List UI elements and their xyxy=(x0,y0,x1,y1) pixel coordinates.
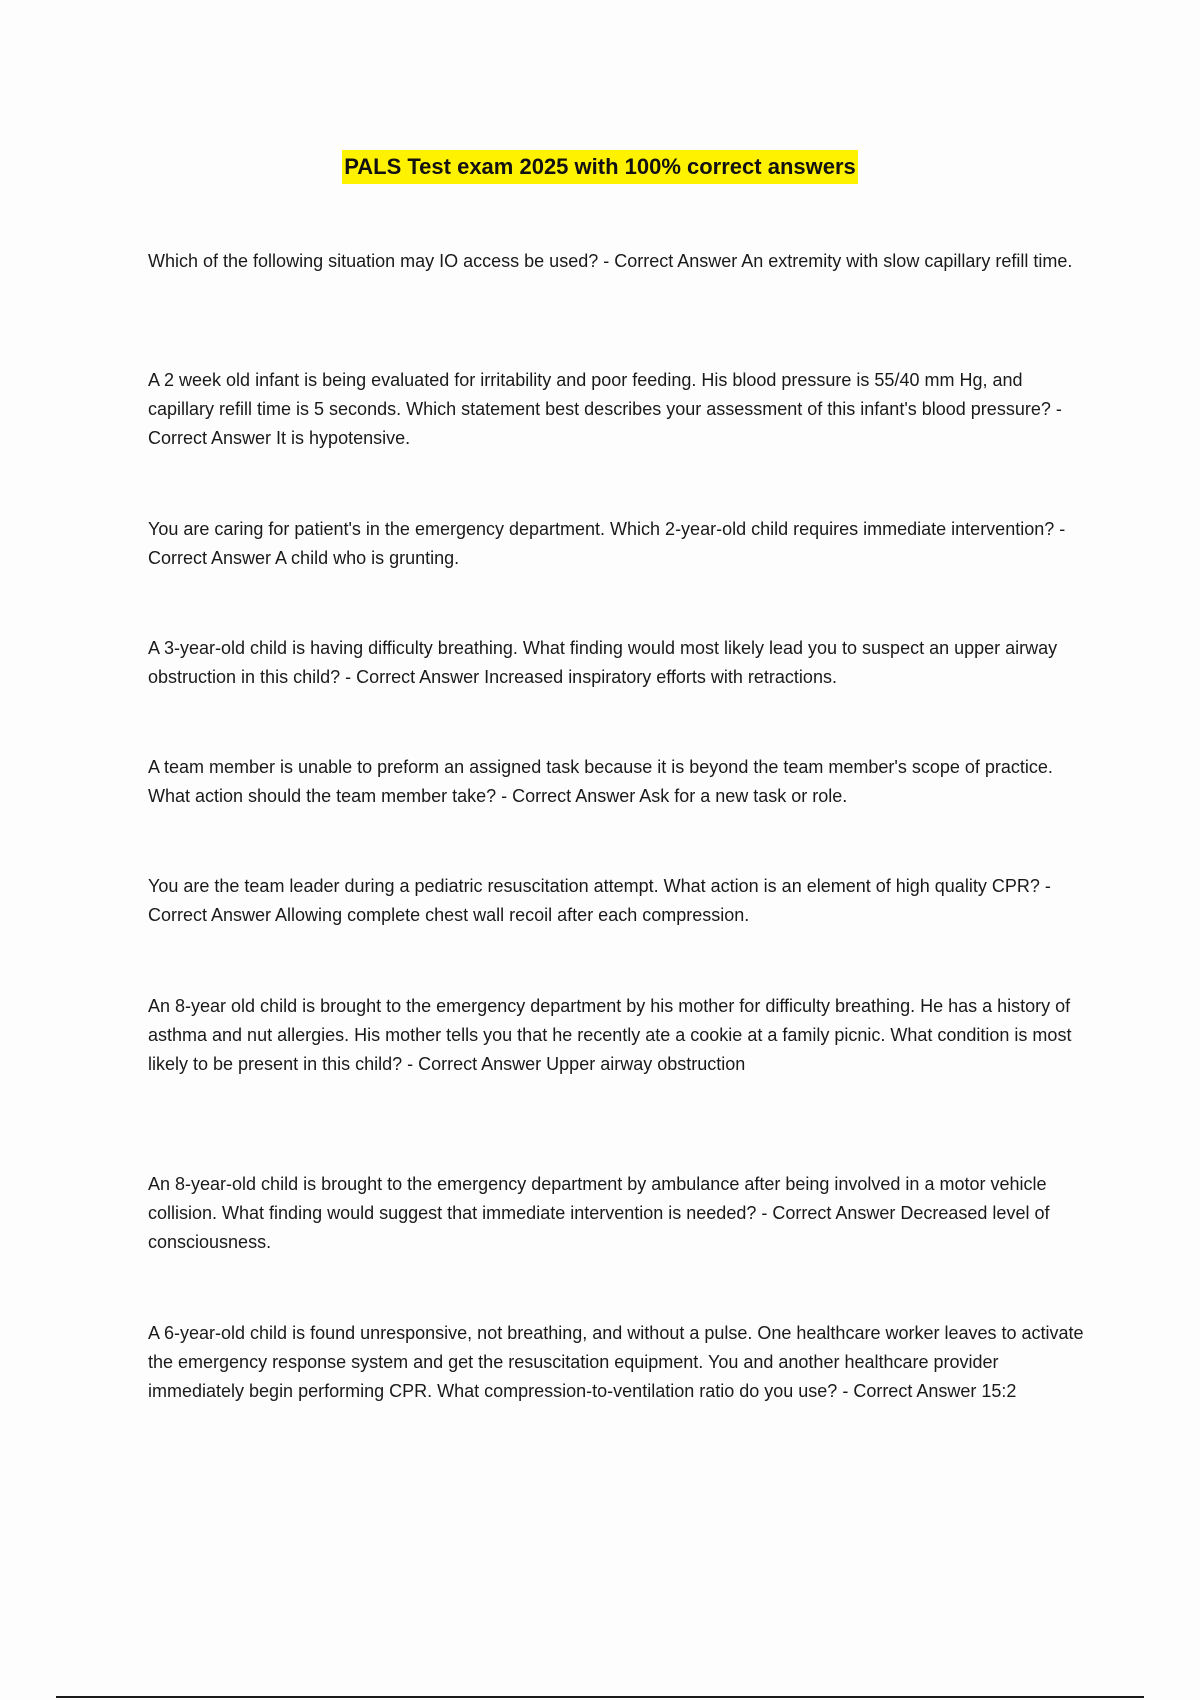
qa-item-7: An 8-year old child is brought to the emergency department by his mother for difficulty breathing. He has a history of asthma and nut allergies. His mother tells you that he recently ate a cookie at a family picnic. What condition is most likely to be present in this child? - Correct Answer Upper airway obstruction xyxy=(148,996,1072,1074)
qa-item-5: A team member is unable to preform an assigned task because it is beyond the team member's scope of practice. What action should the team member take? - Correct Answer Ask for a new task or role. xyxy=(148,757,1053,806)
qa-item-6: You are the team leader during a pediatric resuscitation attempt. What action is an element of high quality CPR? - Correct Answer Allowing complete chest wall recoil after each compression. xyxy=(148,876,1051,925)
title-container xyxy=(0,150,1200,184)
qa-item-8: An 8-year-old child is brought to the emergency department by ambulance after being involved in a motor vehicle collision. What finding would suggest that immediate intervention is needed? - Correct Answer Decreased level of consciousness. xyxy=(148,1174,1050,1252)
qa-item-4: A 3-year-old child is having difficulty breathing. What finding would most likely lead you to suspect an upper airway obstruction in this child? - Correct Answer Increased inspiratory efforts with retractions. xyxy=(148,638,1058,687)
qa-item-2: A 2 week old infant is being evaluated for irritability and poor feeding. His blood pressure is 55/40 mm Hg, and capillary refill time is 5 seconds. Which statement best describes your assessment of this infant's blood pressure? - Correct Answer It is hypotensive. xyxy=(148,370,1062,448)
qa-item-9: A 6-year-old child is found unresponsive, not breathing, and without a pulse. One healthcare worker leaves to activate the emergency response system and get the resuscitation equipment. You and another healthcare provider immediately begin performing CPR. What compression-to-ventilation ratio do you use? - Correct Answer 15:2 xyxy=(148,1323,1084,1401)
bottom-divider xyxy=(56,1696,1144,1698)
qa-item-3: You are caring for patient's in the emergency department. Which 2-year-old child requires immediate intervention? - Correct Answer A child who is grunting. xyxy=(148,519,1066,568)
document-title: PALS Test exam 2025 with 100% correct answers xyxy=(342,150,858,184)
qa-item-1: Which of the following situation may IO access be used? - Correct Answer An extremity with slow capillary refill time. xyxy=(148,251,1073,271)
